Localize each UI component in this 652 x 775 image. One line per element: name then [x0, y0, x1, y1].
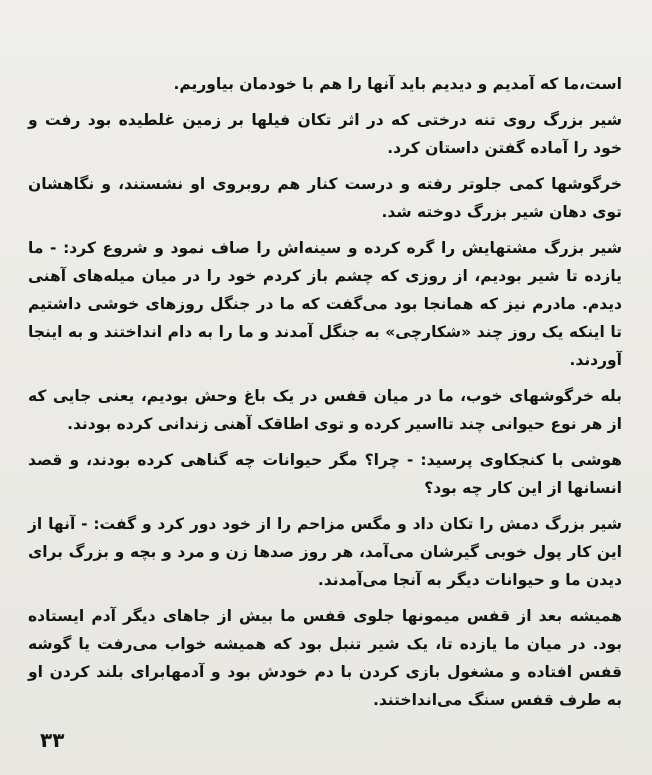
paragraph: است،ما که آمدیم و دیدیم باید آنها را هم با خودمان بیاوریم. — [173, 75, 622, 93]
paragraph: شیر بزرگ روی تنه درختی که در اثر تکان فیلها بر زمین غلطیده بود رفت و خود را آماده گفتن داستان کرد. — [28, 111, 622, 157]
paragraph: هوشی با کنجکاوی پرسید: - چرا؟ مگر حیوانات چه گناهی کرده بودند، و قصد انسانها از این کار چه بود؟ — [28, 451, 622, 497]
paragraph: خرگوشها کمی جلوتر رفته و درست کنار هم روبروی او نشستند، و نگاهشان توی دهان شیر بزرگ دوخته شد. — [28, 175, 622, 221]
story-text — [28, 70, 622, 722]
paragraph: شیر بزرگ دمش را تکان داد و مگس مزاحم را از خود دور کرد و گفت: - آنها از این کار پول خوبی گیرشان می‌آمد، هر روز صدها زن و مرد و بچه و بزرگ برای دیدن ما و حیوانات دیگر به آنجا می‌آمدند. — [28, 515, 622, 589]
paragraph: همیشه بعد از قفس میمونها جلوی قفس ما بیش از جاهای دیگر آدم ایستاده بود. در میان ما یازده تا، یک شیر تنبل بود که همیشه خواب می‌رفت یا گوشه قفس افتاده و مشغول بازی کردن با دم خودش بود و آدمهابرای بلند کردن او به طرف قفس سنگ می‌انداختند. — [28, 607, 622, 709]
paragraph: شیر بزرگ مشتهایش را گره کرده و سینه‌اش را صاف نمود و شروع کرد: - ما یازده تا شیر بودیم، از روزی که چشم باز کردم خود را در میان میله‌های آهنی دیدم. مادرم نیز که همانجا بود می‌گفت که ما در جنگل روزهای خوشی داشتیم تا اینکه یک روز چند «شکارچی» به جنگل آمدند و ما را به دام انداختند و به اینجا آوردند. — [28, 239, 622, 369]
page-number: ۳۳ — [40, 728, 65, 752]
paragraph: بله خرگوشهای خوب، ما در میان قفس در یک باغ وحش بودیم، یعنی جایی که از هر نوع حیوانی چند تااسیر کرده و توی اطاقک آهنی زندانی کرده بودند. — [28, 387, 622, 433]
